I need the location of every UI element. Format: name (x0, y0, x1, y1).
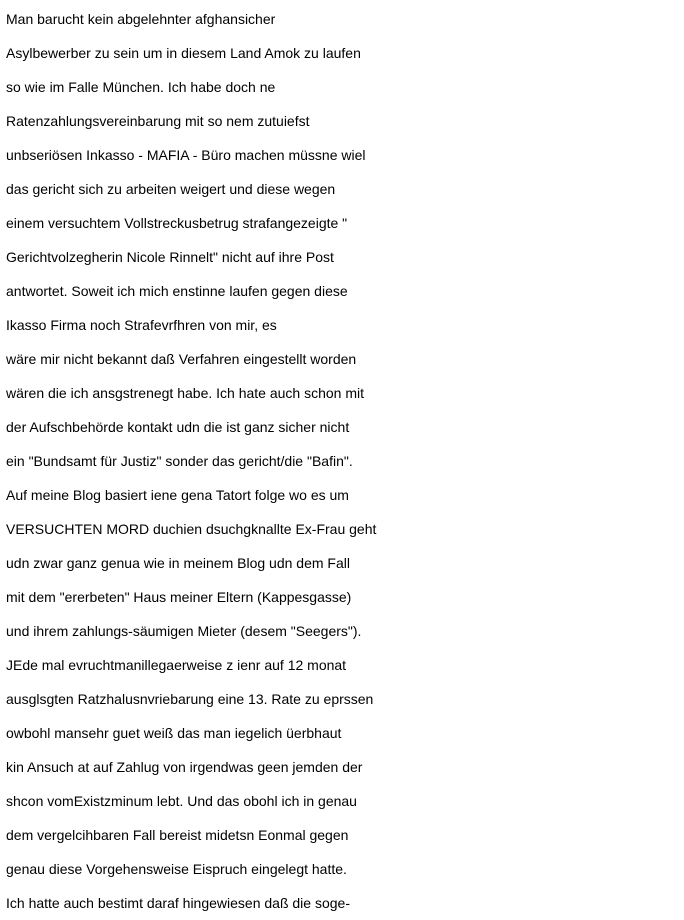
text-line-20: JEde mal evruchtmanillegaerweise z ienr auf 12 monat (6, 657, 347, 673)
text-line-11: wäre mir nicht bekannt daß Verfahren eingestellt worden (6, 351, 357, 367)
text-line-23: kin Ansuch at auf Zahlug von irgendwas geen jemden der (6, 759, 363, 775)
text-line-16: VERSUCHTEN MORD duchien dsuchgknallte Ex-Frau geht (6, 521, 377, 537)
text-line-1: Man barucht kein abgelehnter afghansicher (6, 11, 276, 27)
text-line-8: Gerichtvolzegherin Nicole Rinnelt" nicht auf ihre Post (6, 249, 334, 265)
text-line-3: so wie im Falle München. Ich habe doch ne (6, 79, 276, 95)
text-line-5: unbseriösen Inkasso - MAFIA - Büro machen müssne wiel (6, 147, 366, 163)
text-line-21: ausglsgten Ratzhalusnvriebarung eine 13. Rate zu eprssen (6, 691, 374, 707)
text-line-4: Ratenzahlungsvereinbarung mit so nem zutuiefst (6, 113, 310, 129)
text-line-9: antwortet. Soweit ich mich enstinne laufen gegen diese (6, 283, 348, 299)
text-line-27: Ich hatte auch bestimt daraf hingewiesen daß die soge- (6, 895, 350, 911)
text-line-12: wären die ich ansgstrenegt habe. Ich hate auch schon mit (6, 385, 364, 401)
text-line-26: genau diese Vorgehensweise Eispruch eingelegt hatte. (6, 861, 347, 877)
text-line-15: Auf meine Blog basiert iene gena Tatort folge wo es um (6, 487, 349, 503)
text-line-13: der Aufschbehörde kontakt udn die ist ganz sicher nicht (6, 419, 350, 435)
document-body (6, 2, 684, 920)
text-line-7: einem versuchtem Vollstreckusbetrug strafangezeigte " (6, 215, 348, 231)
text-line-6: das gericht sich zu arbeiten weigert und diese wegen (6, 181, 336, 197)
text-line-25: dem vergelcihbaren Fall bereist midetsn Eonmal gegen (6, 827, 349, 843)
text-line-10: Ikasso Firma noch Strafevrfhren von mir, es (6, 317, 277, 333)
text-line-14: ein "Bundsamt für Justiz" sonder das gericht/die "Bafin". (6, 453, 353, 469)
text-line-19: und ihrem zahlungs-säumigen Mieter (desem "Seegers"). (6, 623, 362, 639)
text-line-24: shcon vomExistzminum lebt. Und das obohl ich in genau (6, 793, 357, 809)
text-line-22: owbohl mansehr guet weiß das man iegelich üerbhaut (6, 725, 342, 741)
text-line-17: udn zwar ganz genua wie in meinem Blog udn dem Fall (6, 555, 350, 571)
text-line-18: mit dem "ererbeten" Haus meiner Eltern (Kappesgasse) (6, 589, 352, 605)
text-line-2: Asylbewerber zu sein um in diesem Land Amok zu laufen (6, 45, 361, 61)
